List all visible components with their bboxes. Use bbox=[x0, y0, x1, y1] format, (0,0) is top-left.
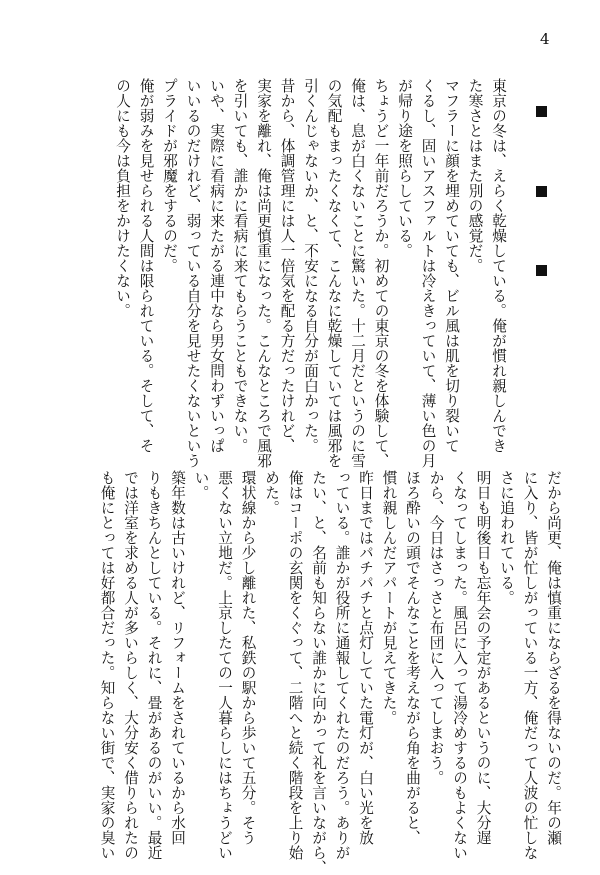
text-line: いや、実際に看病に来たがる連中なら男女問わずいっぱ bbox=[208, 78, 225, 453]
text-line: が帰り途を照らしている。 bbox=[396, 78, 413, 258]
text-block-lower bbox=[98, 470, 565, 875]
text-line: 昨日まではパチパチと点灯していた電灯が、白い光を放 bbox=[357, 470, 374, 845]
text-line: プライドが邪魔をするのだ。 bbox=[161, 78, 178, 273]
text-line: いいるのだけれど、弱っている自分を見せたくないという bbox=[184, 78, 202, 468]
text-line: くなってしまった。風呂に入って湯冷めするのもよくない bbox=[451, 470, 468, 860]
text-line: に入り、皆が忙しがっている一方、俺だって人波の忙しな bbox=[521, 470, 539, 860]
section-marker bbox=[536, 186, 547, 197]
text-line: の気配もまったくなくて、こんなに乾燥していては風邪を bbox=[325, 78, 343, 468]
text-line: 俺が弱みを見せられる人間は限られている。そして、そ bbox=[137, 78, 155, 453]
text-line: では洋室を求める人が多いらしく、大分安く借りられたの bbox=[122, 470, 139, 860]
section-marker bbox=[536, 106, 547, 117]
text-line: めた。 bbox=[263, 470, 280, 515]
text-line: 慣れ親しんだアパートが見えてきた。 bbox=[380, 470, 398, 725]
text-line: ほろ酔いの頭でそんなことを考えながら角を曲がると、 bbox=[404, 470, 421, 845]
text-line: 築年数は古いけれど、リフォームをされているから水回 bbox=[169, 470, 186, 845]
section-break-markers bbox=[536, 106, 547, 276]
text-line: っている。誰かが役所に通報してくれたのだろう。ありが bbox=[333, 470, 351, 860]
text-line: 俺はコーポの玄関をくぐって、二階へと続く階段を上り始 bbox=[286, 470, 304, 860]
text-line: ちょうど一年前だろうか。初めての東京の冬を体験して、 bbox=[372, 78, 390, 468]
text-line: くるし、固いアスファルトは冷えきっていて、薄い色の月 bbox=[419, 78, 437, 468]
text-line: 東京の冬は、えらく乾燥している。俺が慣れ親しんでき bbox=[490, 78, 507, 453]
text-line: 俺は、息が白くないことに驚いた。十二月だというのに雪 bbox=[349, 78, 366, 468]
text-line: を引いても、誰かに看病に来てもらうこともできない。 bbox=[231, 78, 249, 453]
text-line: 悪くない立地だ。上京したての一人暮らしにはちょうどい bbox=[216, 470, 233, 860]
text-line: も俺にとっては好都合だった。知らない街で、実家の臭い bbox=[98, 470, 116, 860]
text-line: だから尚更、俺は慎重にならざるを得ないのだ。年の瀬 bbox=[545, 470, 562, 845]
text-line: マフラーに顔を埋めていても、ビル風は肌を切り裂いて bbox=[443, 78, 460, 453]
text-line: 明日も明後日も忘年会の予定があるというのに、大分遅 bbox=[474, 470, 492, 845]
text-line: 引くんじゃないか、と、不安になる自分が面白かった。 bbox=[302, 78, 319, 453]
text-line: から、今日はさっさと布団に入ってしまおう。 bbox=[427, 470, 445, 785]
section-marker bbox=[536, 265, 547, 276]
text-block-upper bbox=[114, 78, 510, 468]
text-line: 昔から、体調管理には人一倍気を配る方だったけれど、 bbox=[278, 78, 296, 453]
text-line: たい、と、名前も知らない誰かに向かって礼を言いながら、 bbox=[310, 470, 327, 875]
text-line: 実家を離れ、俺は尚更慎重になった。こんなところで風邪 bbox=[255, 78, 272, 468]
text-line: た寒さとはまた別の感覚だ。 bbox=[466, 78, 484, 273]
text-line: の人にも今は負担をかけたくない。 bbox=[114, 78, 131, 318]
text-line: 環状線から少し離れた、私鉄の駅から歩いて五分。そう bbox=[239, 470, 257, 845]
text-line: い。 bbox=[192, 470, 210, 500]
text-line: さに追われている。 bbox=[498, 470, 515, 605]
text-line: りもきちんとしている。それに、畳があるのがいい。最近 bbox=[145, 470, 163, 860]
page-number: 4 bbox=[540, 30, 550, 48]
